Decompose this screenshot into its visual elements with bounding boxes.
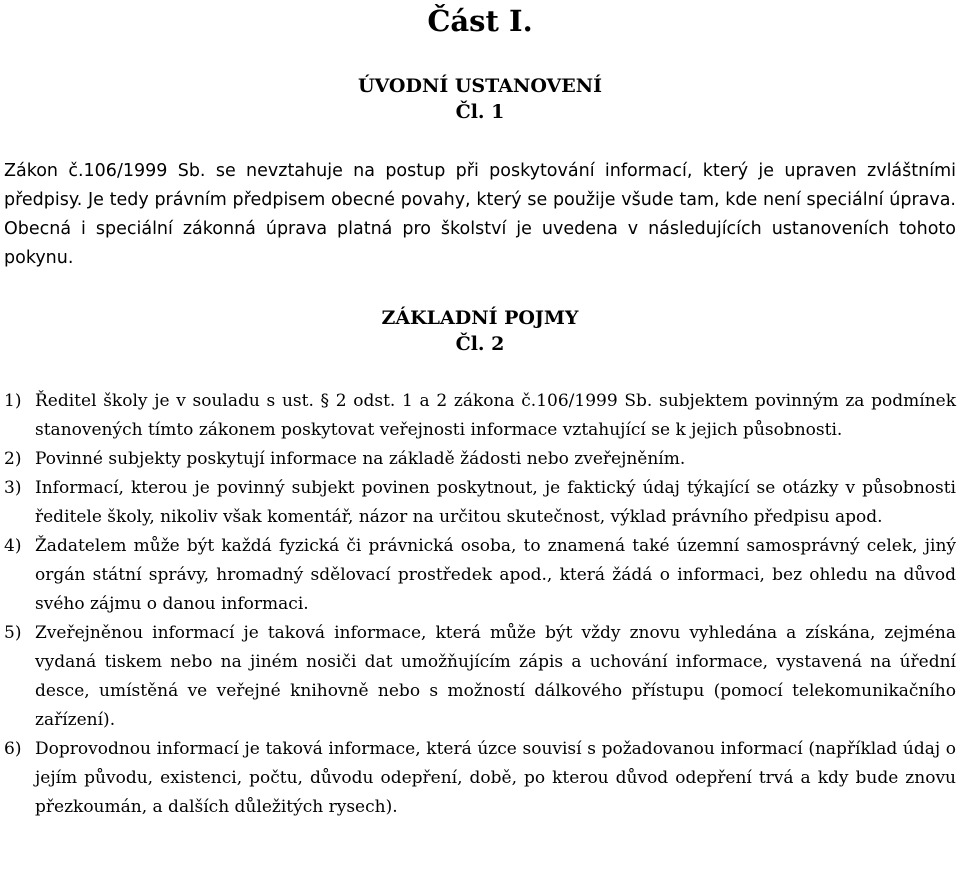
definitions-list <box>4 387 956 822</box>
item-text: Informací, kterou je povinný subjekt povinen poskytnout, je faktický údaj týkající se otázky v působnosti ředitele školy, nikoliv však komentář, názor na určitou skutečnost, výklad právního předpisu apod. <box>35 478 956 527</box>
section-heading-definitions <box>0 305 960 357</box>
item-text: Ředitel školy je v souladu s ust. § 2 odst. 1 a 2 zákona č.106/1999 Sb. subjektem povinným za podmínek stanovených tímto zákonem poskytovat veřejnosti informace vztahující se k jejich působnosti. <box>35 391 956 440</box>
item-text: Povinné subjekty poskytují informace na základě žádosti nebo zveřejněním. <box>35 449 686 469</box>
item-number: 6) <box>4 739 22 759</box>
article-number: Čl. 1 <box>455 101 505 123</box>
item-text: Doprovodnou informací je taková informace, která úzce souvisí s požadovanou informací (například údaj o jejím původu, existenci, počtu, důvodu odepření, době, po kterou důvod odepření trvá a kdy bude znovu přezkoumán, a dalších důležitých rysech). <box>35 739 956 817</box>
list-item <box>4 445 956 474</box>
item-number: 5) <box>4 623 22 643</box>
section-heading-intro <box>0 73 960 125</box>
item-text: Žadatelem může být každá fyzická či právnická osoba, to znamená také územní samosprávný celek, jiný orgán státní správy, hromadný sdělovací prostředek apod., která žádá o informaci, bez ohledu na důvod svého zájmu o danou informaci. <box>35 536 956 614</box>
section-title: ZÁKLADNÍ POJMY <box>381 307 579 329</box>
item-text: Zveřejněnou informací je taková informace, která může být vždy znovu vyhledána a získána, zejména vydaná tiskem nebo na jiném nosiči dat umožňujícím zápis a uchování informace, vystavená na úřední desce, umístěná ve veřejné knihovně nebo s možností dálkového přístupu (pomocí telekomunikačního zařízení). <box>35 623 956 730</box>
article-number: Čl. 2 <box>455 333 505 355</box>
section-title: ÚVODNÍ USTANOVENÍ <box>357 75 603 97</box>
item-number: 4) <box>4 536 22 556</box>
list-item <box>4 387 956 445</box>
list-item <box>4 532 956 619</box>
item-number: 2) <box>4 449 22 469</box>
part-title: Část I. <box>427 4 533 38</box>
intro-paragraph: Zákon č.106/1999 Sb. se nevztahuje na postup při poskytování informací, který je upraven zvláštními předpisy. Je tedy právním předpisem obecné povahy, který se použije všude tam, kde není speciální úprava. Obecná i speciální zákonná úprava platná pro školství je uvedena v následujících ustanoveních tohoto pokynu. <box>4 161 956 268</box>
list-item <box>4 619 956 735</box>
list-item <box>4 735 956 822</box>
list-item <box>4 474 956 532</box>
item-number: 1) <box>4 391 22 411</box>
item-number: 3) <box>4 478 22 498</box>
